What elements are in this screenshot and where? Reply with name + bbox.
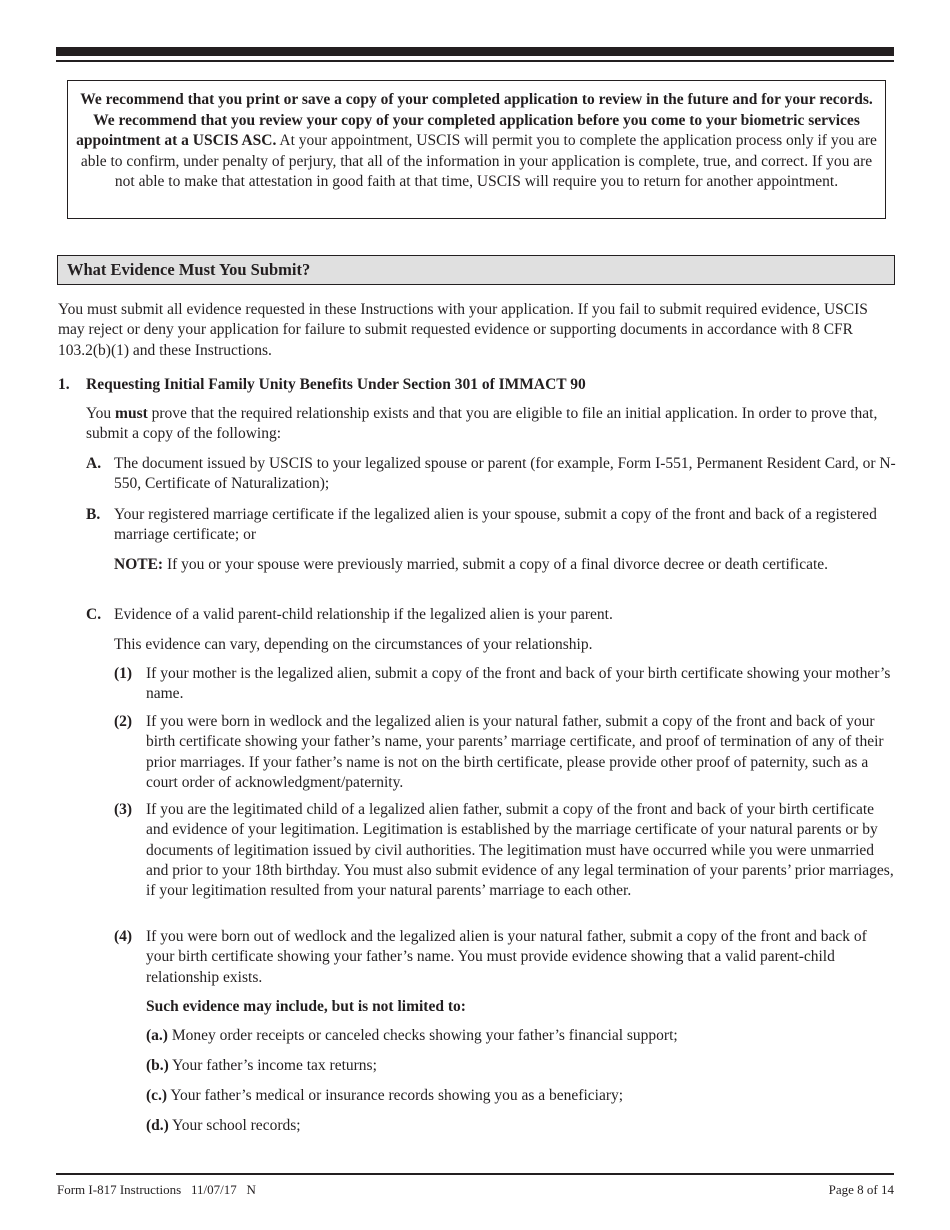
list-item-C xyxy=(86,605,898,625)
such-evidence-heading: Such evidence may include, but is not limited to: xyxy=(146,998,466,1015)
evidence-label-c: (c.) xyxy=(146,1087,168,1104)
list-label-A: A. xyxy=(86,455,102,472)
numbered-label-4: (4) xyxy=(114,928,133,945)
note-paragraph xyxy=(114,555,898,575)
footer-rule xyxy=(56,1173,894,1175)
evidence-item-c xyxy=(146,1086,898,1106)
item-1-heading-text: Requesting Initial Family Unity Benefits Under Section 301 of IMMACT 90 xyxy=(86,376,586,393)
numbered-item-4 xyxy=(114,927,898,988)
evidence-item-b xyxy=(146,1056,898,1076)
list-text-C: Evidence of a valid parent-child relationship if the legalized alien is your parent. xyxy=(114,606,613,623)
numbered-label-1: (1) xyxy=(114,665,133,682)
notice-regular-text: At your appointment, USCIS will permit you to complete the application process only if you are able to confirm, under penalty of perjury, that all of the information in your application is complete, true, and correct. If you are not able to make that attestation in good faith at that time, USCIS will require you to return for another appointment. xyxy=(80,132,877,190)
para-prefix: You xyxy=(86,405,116,422)
list-item-C-subtext: This evidence can vary, depending on the circumstances of your relationship. xyxy=(114,636,593,653)
notice-box xyxy=(67,80,886,219)
numbered-label-2: (2) xyxy=(114,713,133,730)
note-text: If you or your spouse were previously married, submit a copy of a final divorce decree or death certificate. xyxy=(163,556,829,573)
numbered-text-1: If your mother is the legalized alien, submit a copy of the front and back of your birth certificate showing your mother’s name. xyxy=(146,665,891,703)
evidence-text-d: Your school records; xyxy=(168,1117,301,1134)
evidence-item-d xyxy=(146,1116,898,1136)
numbered-item-1 xyxy=(114,664,898,705)
section-title: What Evidence Must You Submit? xyxy=(57,255,895,285)
para-rest: prove that the required relationship exists and that you are eligible to file an initial application. In order to prove that, submit a copy of the following: xyxy=(86,405,878,443)
evidence-item-a xyxy=(146,1026,898,1046)
list-label-B: B. xyxy=(86,506,101,523)
footer-form-info: Form I-817 Instructions 11/07/17 N xyxy=(57,1182,256,1197)
evidence-label-a: (a.) xyxy=(146,1027,168,1044)
item-1-heading xyxy=(58,375,898,395)
list-text-A: The document issued by USCIS to your legalized spouse or parent (for example, Form I-551, Permanent Resident Card, or N-550, Certificate of Naturalization); xyxy=(114,455,896,493)
section-intro: You must submit all evidence requested in these Instructions with your application. If you fail to submit required evidence, USCIS may reject or deny your application for failure to submit requested evidence or supporting documents in accordance with 8 CFR 103.2(b)(1) and these Instructions. xyxy=(58,301,868,359)
evidence-text-a: Money order receipts or canceled checks showing your father’s financial support; xyxy=(167,1027,678,1044)
list-item-A xyxy=(86,454,898,495)
footer-page-number: Page 8 of 14 xyxy=(828,1182,894,1197)
note-label: NOTE: xyxy=(114,556,164,573)
evidence-label-b: (b.) xyxy=(146,1057,169,1074)
numbered-item-2 xyxy=(114,712,898,793)
numbered-text-3: If you are the legitimated child of a legalized alien father, submit a copy of the front and back of your birth certificate and evidence of your legitimation. Legitimation is established by the marriage certificate of your natural parents or by documents of legitimation issued by civil authorities. The legitimation must have occurred while you were unmarried and prior to your 18th birthday. You must also submit evidence of any legal termination of your parents’ prior marriages, if your legitimation resulted from your natural parents’ marriage to each other. xyxy=(146,801,894,900)
numbered-item-3 xyxy=(114,800,898,901)
numbered-label-3: (3) xyxy=(114,801,133,818)
item-1-number: 1. xyxy=(58,376,70,393)
evidence-text-b: Your father’s income tax returns; xyxy=(168,1057,377,1074)
item-1-paragraph xyxy=(86,404,898,445)
evidence-text-c: Your father’s medical or insurance records showing you as a beneficiary; xyxy=(167,1087,624,1104)
header-rule-thick xyxy=(56,47,894,56)
list-item-B xyxy=(86,505,898,546)
notice-bold-text: We recommend that you print or save a copy of your completed application to review in the future and for your records. We recommend that you review your copy of your completed application before you come to your biometric services appointment at a USCIS ASC. xyxy=(76,91,873,149)
list-text-B: Your registered marriage certificate if the legalized alien is your spouse, submit a copy of the front and back of a registered marriage certificate; or xyxy=(114,506,877,544)
evidence-label-d: (d.) xyxy=(146,1117,169,1134)
list-label-C: C. xyxy=(86,606,102,623)
para-bold-must: must xyxy=(115,405,148,422)
numbered-text-2: If you were born in wedlock and the legalized alien is your natural father, submit a copy of the front and back of your birth certificate showing your father’s name, your parents’ marriage certificate, and proof of termination of any of their prior marriages. If your father’s name is not on the birth certificate, please provide other proof of paternity, such as a court order of acknowledgment/paternity. xyxy=(146,713,884,791)
header-rule-thin xyxy=(56,60,894,62)
numbered-text-4: If you were born out of wedlock and the legalized alien is your natural father, submit a copy of the front and back of your birth certificate showing your father’s name. You must provide evidence showing that a valid parent-child relationship exists. xyxy=(146,928,867,986)
